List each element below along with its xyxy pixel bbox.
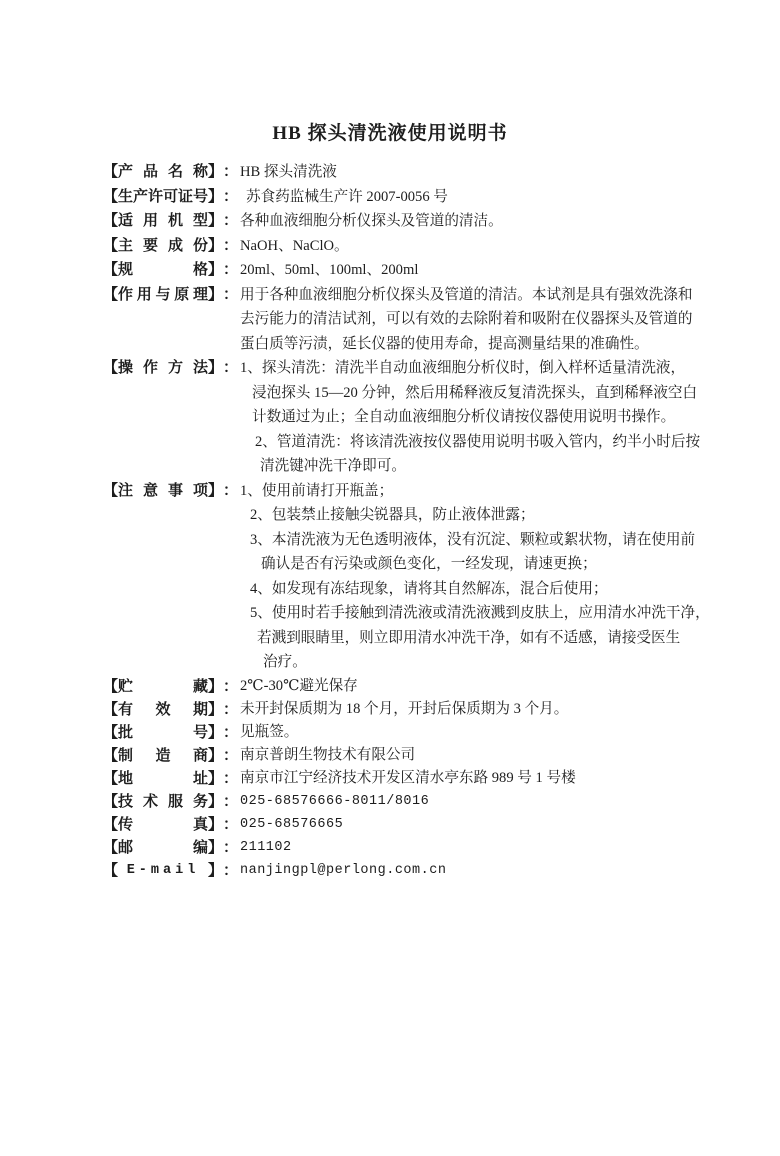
field-label-production-license-no [103, 185, 240, 210]
field-line: 3、本清洗液为无色透明液体，没有沉淀、颗粒或絮状物，请在使用前 [250, 531, 696, 548]
field-row-product-name [103, 160, 684, 185]
field-row-specifications [103, 258, 684, 283]
label-colon: ： [223, 769, 239, 787]
field-label-precautions [103, 479, 240, 504]
close-bracket: 】 [208, 792, 224, 810]
field-label-text: 生产许可证号 [118, 187, 209, 205]
label-colon: ： [223, 723, 239, 741]
field-row-fax [103, 813, 684, 836]
field-line: 025-68576665 [240, 816, 344, 832]
open-bracket: 【 [103, 769, 119, 787]
field-line: 用于各种血液细胞分析仪探头及管道的清洁。本试剂是具有强效洗涤和 [240, 286, 693, 303]
field-line: 未开封保质期为 18 个月，开封后保质期为 3 个月。 [240, 700, 569, 717]
field-line: HB 探头清洗液 [240, 164, 337, 180]
close-bracket: 】 [208, 359, 224, 376]
field-line: 025-68576666-8011/8016 [240, 793, 430, 809]
open-bracket: 【 [103, 815, 119, 833]
field-value-technical-service [240, 790, 684, 813]
close-bracket: 】 [208, 861, 224, 879]
field-label-text: 批号 [118, 723, 209, 741]
open-bracket: 【 [103, 187, 119, 205]
field-label-text: 注意事项 [118, 481, 209, 499]
open-bracket: 【 [103, 236, 119, 254]
label-colon: ： [223, 481, 239, 499]
label-colon: ： [223, 815, 239, 833]
field-label-main-components [103, 234, 240, 259]
close-bracket: 】 [208, 187, 224, 205]
field-row-manufacturer [103, 744, 684, 767]
field-label-text: E-mail [126, 862, 200, 878]
open-bracket: 【 [103, 481, 119, 499]
label-colon: ： [223, 236, 239, 254]
field-line: 2℃-30℃避光保存 [240, 677, 358, 694]
field-label-fax [103, 813, 240, 836]
field-label-postal-code [103, 836, 240, 859]
field-label-text: 操作方法 [118, 359, 209, 376]
field-label-specifications [103, 258, 240, 283]
label-colon: ： [223, 359, 239, 376]
close-bracket: 】 [208, 677, 224, 695]
close-bracket: 】 [208, 815, 224, 833]
close-bracket: 】 [208, 700, 224, 718]
close-bracket: 】 [208, 746, 224, 764]
label-colon: ： [223, 861, 239, 879]
open-bracket: 【 [103, 700, 119, 718]
open-bracket: 【 [103, 861, 119, 879]
field-line: 1、探头清洗：清洗半自动血液细胞分析仪时，倒入样杯适量清洗液， [240, 360, 686, 376]
label-colon: ： [223, 677, 239, 695]
label-colon: ： [223, 285, 239, 303]
field-value-fax [240, 813, 684, 836]
field-line: 治疗。 [263, 654, 307, 670]
close-bracket: 】 [208, 261, 224, 278]
open-bracket: 【 [103, 261, 119, 278]
field-line: 南京普朗生物技术有限公司 [240, 746, 416, 763]
field-line: 4、如发现有冻结现象，请将其自然解冻，混合后使用； [250, 580, 608, 597]
open-bracket: 【 [103, 677, 119, 695]
label-colon: ： [223, 792, 239, 810]
field-line: 浸泡探头 15—20 分钟，然后用稀释液反复清洗探头，直到稀释液空白 [252, 384, 698, 401]
field-label-text: 作用与原理 [118, 285, 209, 303]
field-row-postal-code [103, 836, 684, 859]
field-value-function-and-principle [240, 283, 693, 357]
field-line: 南京市江宁经济技术开发区清水亭东路 989 号 1 号楼 [240, 769, 576, 786]
field-label-text: 技术服务 [118, 792, 209, 810]
field-row-address [103, 767, 684, 790]
field-line: 计数通过为止；全自动血液细胞分析仪请按仪器使用说明书操作。 [252, 409, 676, 425]
field-row-validity-period [103, 698, 684, 721]
field-line: 蛋白质等污渍，延长仪器的使用寿命，提高测量结果的准确性。 [240, 335, 649, 352]
field-value-storage [240, 675, 684, 698]
field-line: 各种血液细胞分析仪探头及管道的清洁。 [240, 213, 503, 229]
label-colon: ： [223, 700, 239, 718]
close-bracket: 】 [208, 163, 224, 180]
field-label-text: 地址 [118, 769, 209, 787]
field-label-product-name [103, 160, 240, 185]
field-line: nanjingpl@perlong.com.cn [240, 862, 447, 878]
field-value-validity-period [240, 698, 684, 721]
open-bracket: 【 [103, 746, 119, 764]
field-value-postal-code [240, 836, 684, 859]
field-label-applicable-models [103, 209, 240, 234]
field-line: 去污能力的清洁试剂，可以有效的去除附着和吸附在仪器探头及管道的 [240, 311, 693, 327]
open-bracket: 【 [103, 285, 119, 303]
field-label-operation-method [103, 356, 240, 381]
label-colon: ： [223, 187, 239, 205]
field-label-storage [103, 675, 240, 698]
open-bracket: 【 [103, 838, 119, 856]
field-line: 见瓶签。 [240, 723, 299, 740]
close-bracket: 】 [208, 212, 224, 229]
field-line: 2、管道清洗：将该清洗液按仪器使用说明书吸入管内，约半小时后按 [255, 433, 701, 450]
field-label-email [103, 859, 240, 882]
field-line: 1、使用前请打开瓶盖； [240, 482, 394, 499]
field-row-function-and-principle [103, 283, 693, 357]
close-bracket: 】 [208, 838, 224, 856]
field-value-operation-method [240, 356, 701, 479]
field-value-email [240, 859, 684, 882]
field-label-text: 有效期 [118, 700, 209, 718]
field-label-text: 适用机型 [118, 212, 209, 229]
field-line: 若溅到眼睛里，则立即用清水冲洗干净，如有不适感，请接受医生 [257, 629, 681, 646]
open-bracket: 【 [103, 163, 119, 180]
field-row-precautions [103, 479, 710, 675]
field-value-applicable-models [240, 209, 684, 234]
field-line: 20ml、50ml、100ml、200ml [240, 262, 419, 278]
field-label-manufacturer [103, 744, 240, 767]
field-row-operation-method [103, 356, 701, 479]
field-value-production-license-no [240, 185, 684, 210]
field-row-email [103, 859, 684, 882]
field-row-main-components [103, 234, 684, 259]
close-bracket: 】 [208, 285, 224, 303]
field-value-precautions [240, 479, 710, 675]
field-value-manufacturer [240, 744, 684, 767]
fields-list [103, 160, 710, 882]
field-value-main-components [240, 234, 684, 259]
label-colon: ： [223, 163, 239, 180]
field-label-text: 贮藏 [118, 677, 209, 695]
field-row-technical-service [103, 790, 684, 813]
open-bracket: 【 [103, 212, 119, 229]
label-colon: ： [223, 261, 239, 278]
field-label-text: 产品名称 [118, 163, 209, 180]
label-colon: ： [223, 212, 239, 229]
field-label-function-and-principle [103, 283, 240, 308]
field-label-text: 邮编 [118, 838, 209, 856]
field-line: 5、使用时若手接触到清洗液或清洗液溅到皮肤上，应用清水冲洗干净， [250, 605, 710, 621]
field-line: 清洗键冲洗干净即可。 [260, 458, 406, 474]
label-colon: ： [223, 746, 239, 764]
field-label-text: 传真 [118, 815, 209, 833]
open-bracket: 【 [103, 792, 119, 810]
field-row-applicable-models [103, 209, 684, 234]
field-value-specifications [240, 258, 684, 283]
open-bracket: 【 [103, 723, 119, 741]
field-line: 2、包装禁止接触尖锐器具，防止液体泄露； [250, 507, 535, 523]
field-label-text: 主要成份 [118, 236, 209, 254]
field-row-batch-number [103, 721, 684, 744]
close-bracket: 】 [208, 236, 224, 254]
field-label-validity-period [103, 698, 240, 721]
close-bracket: 】 [208, 481, 224, 499]
field-line: NaOH、NaClO。 [240, 237, 349, 254]
field-row-production-license-no [103, 185, 684, 210]
field-line: 确认是否有污染或颜色变化，一经发现，请速更换； [261, 556, 597, 572]
open-bracket: 【 [103, 359, 119, 376]
field-label-address [103, 767, 240, 790]
field-line: 211102 [240, 839, 292, 855]
field-label-batch-number [103, 721, 240, 744]
field-value-product-name [240, 160, 684, 185]
field-label-text: 规格 [118, 261, 209, 278]
page-title: HB 探头清洗液使用说明书 [272, 123, 508, 144]
field-line: 苏食药监械生产许 2007-0056 号 [246, 188, 448, 205]
label-colon: ： [223, 838, 239, 856]
field-value-batch-number [240, 721, 684, 744]
field-value-address [240, 767, 684, 790]
field-label-technical-service [103, 790, 240, 813]
close-bracket: 】 [208, 723, 224, 741]
field-row-storage [103, 675, 684, 698]
close-bracket: 】 [208, 769, 224, 787]
field-label-text: 制造商 [118, 746, 209, 764]
